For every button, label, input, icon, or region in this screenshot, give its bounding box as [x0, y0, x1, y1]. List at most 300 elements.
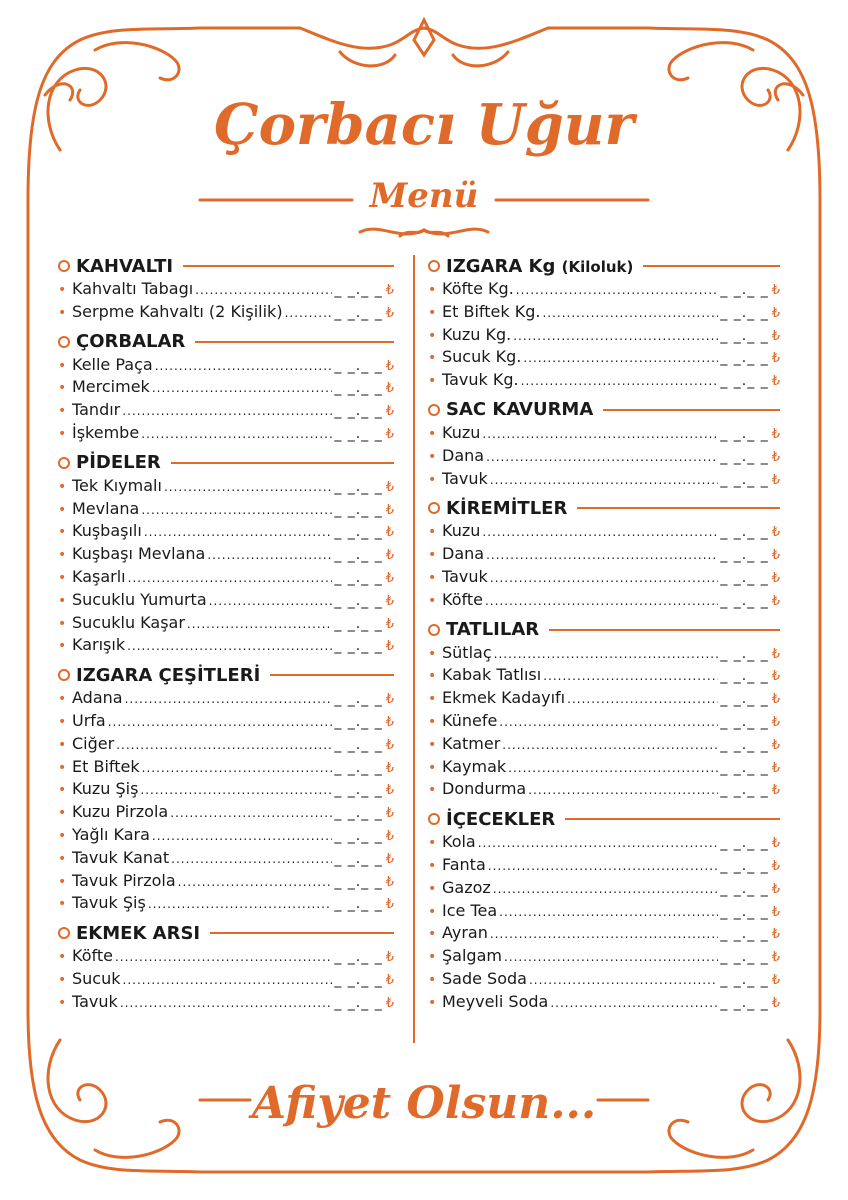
menu-item	[58, 423, 394, 446]
menu-item	[428, 643, 780, 666]
section-rule	[270, 674, 394, 676]
item-name: Tek Kıymalı	[72, 475, 162, 495]
item-name: Kaymak	[442, 756, 507, 776]
section-title: KAHVALTI	[76, 255, 174, 277]
item-price: _ _._ _	[720, 759, 769, 776]
dot-leader	[144, 525, 333, 539]
item-price: _ _._ _	[334, 949, 383, 966]
item-price: _ _._ _	[720, 304, 769, 321]
item-name: Tavuk	[72, 991, 118, 1011]
item-price: _ _._ _	[720, 994, 769, 1011]
menu-item	[428, 370, 780, 393]
item-price: _ _._ _	[334, 547, 383, 564]
lira-icon: ₺	[771, 593, 780, 609]
item-name: Kabak Tatlısı	[442, 665, 542, 685]
bullet-icon: •	[58, 736, 67, 753]
lira-icon: ₺	[771, 283, 780, 298]
item-price: _ _._ _	[334, 478, 383, 495]
bullet-icon: •	[58, 524, 67, 541]
bullet-icon: •	[428, 304, 437, 321]
section-subtitle: (Kiloluk)	[561, 257, 634, 276]
bullet-icon: •	[58, 380, 67, 397]
lira-icon: ₺	[385, 616, 394, 632]
item-name: Mercimek	[72, 377, 150, 397]
bullet-icon: •	[58, 949, 67, 966]
item-price: _ _._ _	[334, 638, 383, 655]
menu-item	[428, 946, 780, 969]
item-name: Sucuk Kg.	[442, 347, 522, 367]
item-price: _ _._ _	[720, 782, 769, 799]
item-price: _ _._ _	[720, 857, 769, 874]
dot-leader	[187, 617, 332, 631]
item-price: _ _._ _	[720, 691, 769, 708]
dot-leader	[141, 427, 332, 441]
lira-icon: ₺	[771, 426, 780, 442]
item-price: _ _._ _	[720, 547, 769, 564]
item-name: Köfte	[442, 589, 483, 609]
bullet-icon: •	[428, 569, 437, 586]
item-price: _ _._ _	[720, 350, 769, 367]
item-name: Kola	[442, 832, 476, 852]
menu-item	[428, 901, 780, 924]
section-pideler	[58, 450, 394, 476]
circle-bullet-icon	[58, 260, 70, 272]
section-rule	[549, 629, 780, 631]
item-name: Kelle Paça	[72, 354, 153, 374]
menu-item	[58, 848, 394, 871]
dot-leader	[155, 359, 333, 373]
bullet-icon: •	[58, 638, 67, 655]
item-name: Sucuk	[72, 968, 121, 988]
item-name: Katmer	[442, 733, 501, 753]
dot-leader	[123, 973, 333, 987]
menu-item	[428, 992, 780, 1015]
lira-icon: ₺	[385, 358, 394, 374]
item-name: Yağlı Kara	[72, 824, 150, 844]
circle-bullet-icon	[428, 813, 440, 825]
menu-item	[58, 946, 394, 969]
menu-item	[58, 711, 394, 734]
section-rule	[183, 265, 394, 267]
dot-leader	[170, 806, 332, 820]
lira-icon: ₺	[385, 806, 394, 822]
lira-icon: ₺	[385, 760, 394, 776]
dot-leader	[171, 852, 332, 866]
item-name: Tavuk Kg.	[442, 370, 519, 390]
menu-item	[428, 757, 780, 780]
item-price: _ _._ _	[334, 971, 383, 988]
bullet-icon: •	[58, 782, 67, 799]
item-name: Et Biftek Kg.	[442, 301, 541, 321]
bullet-icon: •	[428, 425, 437, 442]
dot-leader	[550, 996, 718, 1010]
section-title: KİREMİTLER	[446, 497, 568, 519]
bullet-icon: •	[428, 592, 437, 609]
lira-icon: ₺	[385, 283, 394, 298]
dot-leader	[542, 306, 718, 320]
dot-leader	[482, 427, 718, 441]
section-icecekler	[428, 806, 780, 832]
bullet-icon: •	[428, 547, 437, 564]
item-price: _ _._ _	[720, 880, 769, 897]
bullet-icon: •	[428, 713, 437, 730]
lira-icon: ₺	[385, 874, 394, 890]
dot-leader	[529, 973, 718, 987]
item-name: Kahvaltı Tabagı	[72, 279, 194, 298]
item-name: Ciğer	[72, 733, 115, 753]
section-title: SAC KAVURMA	[446, 399, 594, 421]
menu-item	[58, 567, 394, 590]
item-name: Dana	[442, 445, 485, 465]
item-price: _ _._ _	[720, 926, 769, 943]
dot-leader	[494, 647, 719, 661]
item-price: _ _._ _	[334, 896, 383, 913]
lira-icon: ₺	[771, 305, 780, 321]
lira-icon: ₺	[771, 927, 780, 943]
menu-item	[58, 893, 394, 916]
bullet-icon: •	[428, 524, 437, 541]
item-price: _ _._ _	[720, 524, 769, 541]
section-ekmek-arsi	[58, 920, 394, 946]
item-name: Ice Tea	[442, 900, 498, 920]
bullet-icon: •	[58, 896, 67, 913]
bullet-icon: •	[428, 759, 437, 776]
bullet-icon: •	[58, 501, 67, 518]
bullet-icon: •	[428, 903, 437, 920]
lira-icon: ₺	[385, 593, 394, 609]
item-name: Tandır	[72, 400, 121, 420]
menu-item	[58, 400, 394, 423]
bullet-icon: •	[58, 691, 67, 708]
lira-icon: ₺	[385, 305, 394, 321]
item-price: _ _._ _	[720, 903, 769, 920]
dot-leader	[513, 329, 718, 343]
item-name: Tavuk Pirzola	[72, 870, 176, 890]
item-price: _ _._ _	[334, 994, 383, 1011]
menu-item	[428, 325, 780, 348]
item-price: _ _._ _	[334, 713, 383, 730]
item-name: Ayran	[442, 923, 488, 943]
lira-icon: ₺	[385, 570, 394, 586]
lira-icon: ₺	[771, 646, 780, 662]
bullet-icon: •	[428, 691, 437, 708]
item-name: Dana	[442, 544, 485, 564]
lira-icon: ₺	[771, 972, 780, 988]
item-price: _ _._ _	[720, 645, 769, 662]
item-name: Kuzu Kg.	[442, 324, 512, 344]
lira-icon: ₺	[385, 381, 394, 397]
dot-leader	[128, 571, 333, 585]
menu-item	[428, 878, 780, 901]
section-sac-kavurma	[428, 397, 780, 423]
lira-icon: ₺	[771, 669, 780, 685]
circle-bullet-icon	[58, 669, 70, 681]
item-name: Kuşbaşılı	[72, 521, 142, 541]
item-name: Sucuklu Kaşar	[72, 612, 185, 632]
bullet-icon: •	[428, 327, 437, 344]
dot-leader	[207, 548, 332, 562]
bullet-icon: •	[58, 569, 67, 586]
bullet-icon: •	[58, 994, 67, 1011]
lira-icon: ₺	[771, 858, 780, 874]
menu-item	[58, 734, 394, 757]
bullet-icon: •	[58, 971, 67, 988]
item-price: _ _._ _	[334, 782, 383, 799]
dot-leader	[148, 897, 333, 911]
section-title: EKMEK ARSI	[76, 922, 201, 944]
menu-item	[58, 476, 394, 499]
bullet-icon: •	[428, 350, 437, 367]
lira-icon: ₺	[385, 897, 394, 913]
circle-bullet-icon	[428, 404, 440, 416]
lira-icon: ₺	[385, 479, 394, 495]
item-name: İşkembe	[72, 422, 140, 442]
section-rule	[195, 341, 394, 343]
menu-item	[428, 521, 780, 544]
item-name: Tavuk Şiş	[72, 893, 146, 913]
bullet-icon: •	[428, 782, 437, 799]
item-name: Fanta	[442, 854, 486, 874]
bullet-icon: •	[58, 592, 67, 609]
section-rule	[577, 507, 780, 509]
dot-leader	[125, 692, 333, 706]
item-price: _ _._ _	[334, 357, 383, 374]
item-price: _ _._ _	[334, 827, 383, 844]
dot-leader	[486, 548, 718, 562]
item-name: Kuzu	[442, 521, 481, 541]
menu-item	[428, 567, 780, 590]
menu-item	[58, 521, 394, 544]
bullet-icon: •	[58, 805, 67, 822]
bullet-icon: •	[58, 713, 67, 730]
dot-leader	[523, 351, 718, 365]
bullet-icon: •	[428, 282, 437, 298]
circle-bullet-icon	[58, 336, 70, 348]
lira-icon: ₺	[771, 692, 780, 708]
item-price: _ _._ _	[334, 282, 383, 298]
menu-item	[428, 544, 780, 567]
item-price: _ _._ _	[334, 425, 383, 442]
menu-item	[58, 499, 394, 522]
lira-icon: ₺	[385, 972, 394, 988]
item-price: _ _._ _	[720, 835, 769, 852]
column-divider	[413, 255, 415, 1043]
menu-item	[428, 302, 780, 325]
item-price: _ _._ _	[334, 691, 383, 708]
footer-greeting: Afiyet Olsun...	[251, 1078, 597, 1129]
circle-bullet-icon	[428, 624, 440, 636]
lira-icon: ₺	[385, 828, 394, 844]
menu-subtitle: Menü	[369, 176, 479, 216]
bullet-icon: •	[428, 835, 437, 852]
bullet-icon: •	[58, 282, 67, 298]
circle-bullet-icon	[58, 457, 70, 469]
lira-icon: ₺	[385, 548, 394, 564]
menu-item	[58, 779, 394, 802]
item-name: Şalgam	[442, 946, 502, 966]
bullet-icon: •	[58, 547, 67, 564]
dot-leader	[499, 905, 718, 919]
lira-icon: ₺	[771, 351, 780, 367]
lira-icon: ₺	[385, 525, 394, 541]
dot-leader	[178, 875, 333, 889]
lira-icon: ₺	[385, 950, 394, 966]
menu-item	[58, 825, 394, 848]
menu-item	[58, 688, 394, 711]
dot-leader	[120, 996, 333, 1010]
menu-column-left	[58, 253, 394, 1015]
section-kiremitler	[428, 495, 780, 521]
dot-leader	[482, 525, 718, 539]
item-name: Karışık	[72, 635, 126, 655]
item-name: Et Biftek	[72, 756, 140, 776]
item-price: _ _._ _	[720, 373, 769, 390]
item-name: Serpme Kahvaltı (2 Kişilik)	[72, 301, 283, 321]
item-name: Kuzu Pirzola	[72, 802, 169, 822]
menu-item	[58, 802, 394, 825]
lira-icon: ₺	[771, 783, 780, 799]
item-name: Tavuk Kanat	[72, 847, 170, 867]
item-name: Mevlana	[72, 498, 140, 518]
item-price: _ _._ _	[720, 282, 769, 298]
item-name: Kuzu Şiş	[72, 779, 139, 799]
bullet-icon: •	[58, 357, 67, 374]
dot-leader	[508, 761, 718, 775]
menu-item	[58, 355, 394, 378]
bullet-icon: •	[428, 448, 437, 465]
item-price: _ _._ _	[720, 971, 769, 988]
item-price: _ _._ _	[334, 501, 383, 518]
section-rule	[565, 818, 780, 820]
item-price: _ _._ _	[720, 471, 769, 488]
dot-leader	[490, 571, 719, 585]
dot-leader	[152, 829, 332, 843]
lira-icon: ₺	[385, 502, 394, 518]
lira-icon: ₺	[771, 995, 780, 1011]
lira-icon: ₺	[771, 525, 780, 541]
item-name: Urfa	[72, 710, 106, 730]
item-name: Kuzu	[442, 422, 481, 442]
lira-icon: ₺	[771, 881, 780, 897]
dot-leader	[490, 927, 719, 941]
menu-item	[58, 635, 394, 658]
lira-icon: ₺	[771, 836, 780, 852]
circle-bullet-icon	[58, 927, 70, 939]
lira-icon: ₺	[385, 404, 394, 420]
section-title: IZGARA Kg (Kiloluk)	[446, 255, 634, 277]
dot-leader	[486, 450, 718, 464]
item-price: _ _._ _	[720, 569, 769, 586]
bullet-icon: •	[58, 478, 67, 495]
section-title: TATLILAR	[446, 619, 540, 641]
lira-icon: ₺	[385, 426, 394, 442]
item-price: _ _._ _	[334, 569, 383, 586]
bullet-icon: •	[428, 373, 437, 390]
dot-leader	[499, 715, 718, 729]
menu-item	[428, 779, 780, 802]
item-price: _ _._ _	[334, 615, 383, 632]
bullet-icon: •	[428, 880, 437, 897]
bullet-icon: •	[58, 403, 67, 420]
dot-leader	[122, 404, 332, 418]
lira-icon: ₺	[771, 570, 780, 586]
bullet-icon: •	[58, 827, 67, 844]
item-name: Kaşarlı	[72, 566, 126, 586]
section-rule	[643, 265, 780, 267]
section-title: İÇECEKLER	[446, 808, 556, 830]
menu-item	[428, 665, 780, 688]
menu-item	[428, 969, 780, 992]
section-kahvalti	[58, 253, 394, 279]
menu-item	[58, 544, 394, 567]
menu-item	[428, 923, 780, 946]
section-title: ÇORBALAR	[76, 331, 186, 353]
menu-item	[58, 590, 394, 613]
dot-leader	[502, 738, 718, 752]
item-price: _ _._ _	[720, 949, 769, 966]
dot-leader	[116, 738, 332, 752]
lira-icon: ₺	[385, 692, 394, 708]
menu-item	[58, 302, 394, 325]
dot-leader	[141, 503, 332, 517]
dot-leader	[285, 306, 333, 320]
dot-leader	[152, 381, 333, 395]
bullet-icon: •	[58, 759, 67, 776]
bullet-icon: •	[428, 926, 437, 943]
item-name: Adana	[72, 688, 123, 708]
menu-item	[428, 832, 780, 855]
bullet-icon: •	[58, 425, 67, 442]
lira-icon: ₺	[385, 714, 394, 730]
section-title: PİDELER	[76, 452, 161, 474]
lira-icon: ₺	[385, 851, 394, 867]
menu-item	[428, 446, 780, 469]
dot-leader	[504, 950, 718, 964]
lira-icon: ₺	[771, 737, 780, 753]
item-name: Künefe	[442, 710, 498, 730]
item-price: _ _._ _	[720, 327, 769, 344]
menu-item	[428, 469, 780, 492]
lira-icon: ₺	[771, 904, 780, 920]
section-izgara-cesitleri	[58, 662, 394, 688]
dot-leader	[493, 882, 719, 896]
bullet-icon: •	[58, 850, 67, 867]
item-name: Ekmek Kadayıfı	[442, 688, 566, 708]
dot-leader	[108, 715, 333, 729]
menu-item	[58, 613, 394, 636]
dot-leader	[521, 374, 719, 388]
menu-item	[428, 734, 780, 757]
bullet-icon: •	[58, 873, 67, 890]
dot-leader	[528, 783, 718, 797]
bullet-icon: •	[428, 949, 437, 966]
item-name: Köfte Kg.	[442, 279, 514, 298]
item-price: _ _._ _	[720, 668, 769, 685]
item-name: Köfte	[72, 946, 113, 966]
item-name: Gazoz	[442, 877, 491, 897]
lira-icon: ₺	[385, 639, 394, 655]
menu-item	[58, 871, 394, 894]
menu-item	[58, 969, 394, 992]
section-corbalar	[58, 329, 394, 355]
item-name: Dondurma	[442, 779, 527, 799]
bullet-icon: •	[428, 971, 437, 988]
item-name: Kuşbaşı Mevlana	[72, 544, 206, 564]
menu-item	[428, 688, 780, 711]
menu-item	[428, 423, 780, 446]
item-price: _ _._ _	[720, 592, 769, 609]
item-price: _ _._ _	[334, 524, 383, 541]
